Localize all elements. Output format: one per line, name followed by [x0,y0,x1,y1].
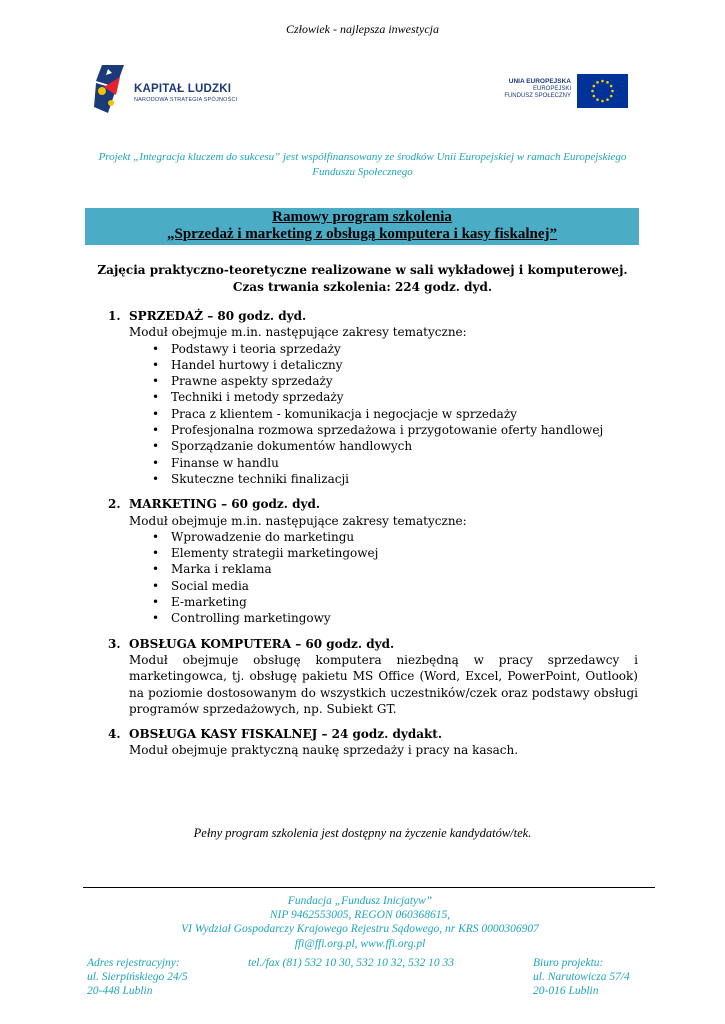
training-intro [70,262,655,295]
footer-registered-address [87,956,247,999]
topic-item: • Elementy strategii marketingowej [171,545,638,561]
topic-list [108,341,638,488]
intro-line2: Czas trwania szkolenia: 224 godz. dyd. [232,279,493,294]
topic-item: • Praca z klientem - komunikacja i negocjacje w sprzedaży [171,406,638,422]
eu-logo-line1: UNIA EUROPEJSKA [508,78,571,85]
module-number: 3. [108,636,121,651]
project-cofinancing-note [80,150,645,180]
registered-address-city: 20-448 Lublin [87,985,153,998]
topic-item: • Prawne aspekty sprzedaży [171,373,638,389]
topic-item: • Skuteczne techniki finalizacji [171,471,638,487]
footer-court-registry: VI Wydział Gospodarczy Krajowego Rejestru Sądowego, nr KRS 0000306907 [181,923,539,936]
module-heading: SPRZEDAŻ – 80 godz. dyd. [129,309,307,323]
eu-star-icon [596,81,599,84]
tagline: Człowiek - najlepsza inwestycja [286,22,439,36]
module-description: Moduł obejmuje m.in. następujące zakresy tematyczne: [129,513,467,528]
footer-ids: NIP 9462553005, REGON 060368615, [269,909,451,922]
eu-star-icon [591,90,594,93]
eu-logo-line2: EUROPEJSKI [532,86,571,92]
registered-address-label: Adres rejestracyjny: [87,957,180,969]
topic-item: • Sporządzanie dokumentów handlowych [171,438,638,454]
kapital-ludzki-subtitle: NARODOWA STRATEGIA SPÓJNOŚCI [134,97,238,103]
topic-item: • Profesjonalna rozmowa sprzedażowa i przygotowanie oferty handlowej [171,422,638,438]
topic-item: • Social media [171,578,638,594]
module-section [108,726,638,759]
module-heading: OBSŁUGA KASY FISKALNEJ – 24 godz. dydakt. [129,727,443,742]
project-office-street: ul. Narutowicza 57/4 [533,971,630,984]
footer-phone: tel./fax (81) 532 10 30, 532 10 32, 532 10 33 [248,957,455,969]
topic-item: • Techniki i metody sprzedaży [171,389,638,405]
topic-list [108,529,638,627]
module-number: 4. [108,727,121,742]
topic-item: • Marka i reklama [171,561,638,577]
eu-star-icon [610,95,613,98]
module-number: 2. [108,497,121,512]
module-description: Moduł obejmuje praktyczną naukę sprzedaży i pracy na kasach. [129,743,519,758]
document-title [85,208,639,245]
eu-star-icon [593,95,596,98]
topic-item: • E-marketing [171,594,638,610]
topic-item: • Controlling marketingowy [171,610,638,626]
eu-star-icon [606,81,609,84]
registered-address-street: ul. Sierpińskiego 24/5 [87,971,188,984]
project-note-line1: Projekt „Integracja kluczem do sukcesu” jest współfinansowany ze środków Unii Europejskiej w ramach Europejskiego [98,151,627,163]
footer-divider [83,887,655,888]
topic-item: • Podstawy i teoria sprzedaży [171,341,638,357]
eu-star-icon [593,85,596,88]
title-line2: „Sprzedaż i marketing z obsługą komputera i kasy fiskalnej” [166,226,557,242]
module-number: 1. [108,309,121,323]
module-section [108,308,638,487]
footer-org-name: Fundacja „Fundusz Inicjatyw” [287,895,433,907]
topic-item: • Handel hurtowy i detaliczny [171,357,638,373]
training-modules [108,308,638,768]
intro-line1: Zajęcia praktyczno-teoretyczne realizowane w sali wykładowej i komputerowej. [97,263,628,277]
eu-star-icon [611,90,614,93]
module-description: Moduł obejmuje m.in. następujące zakresy tematyczne: [129,325,467,340]
eu-logo-text [498,78,571,100]
topic-item: • Finanse w handlu [171,455,638,471]
eu-star-icon [606,98,609,101]
eu-star-icon [601,80,604,83]
module-section [108,636,638,717]
module-heading: MARKETING – 60 godz. dyd. [129,497,321,512]
eu-star-icon [610,85,613,88]
eu-star-icon [596,98,599,101]
module-section [108,496,638,626]
eu-logo-line3: FUNDUSZ SPOŁECZNY [504,93,571,99]
module-heading: OBSŁUGA KOMPUTERA – 60 godz. dyd. [129,636,395,651]
eu-star-icon [601,100,604,103]
eu-flag-icon [577,74,628,108]
project-note-line2: Funduszu Społecznego [312,166,413,178]
closing-note: Pełny program szkolenia jest dostępny na życzenie kandydatów/tek. [193,826,532,840]
title-line1: Ramowy program szkolenia [272,209,452,225]
project-office-city: 20-016 Lublin [533,985,599,998]
kapital-ludzki-title: KAPITAŁ LUDZKI [134,83,232,95]
topic-item: • Wprowadzenie do marketingu [171,529,638,545]
footer-project-office [533,956,653,999]
footer-organization [100,894,620,951]
footer-contact[interactable]: ffi@ffi.org.pl, www.ffi.org.pl [294,937,426,950]
project-office-label: Biuro projektu: [533,957,604,969]
module-description: Moduł obejmuje obsługę komputera niezbędną w pracy sprzedawcy i marketingowca, tj. obsługę pakietu MS Office (Word, Excel, PowerPoint, Outlook) na poziomie dostosowanym do wszystkich uczestników/czek oraz podstawy obsługi programów sprzedażowych, np. Subiekt GT. [129,652,638,716]
